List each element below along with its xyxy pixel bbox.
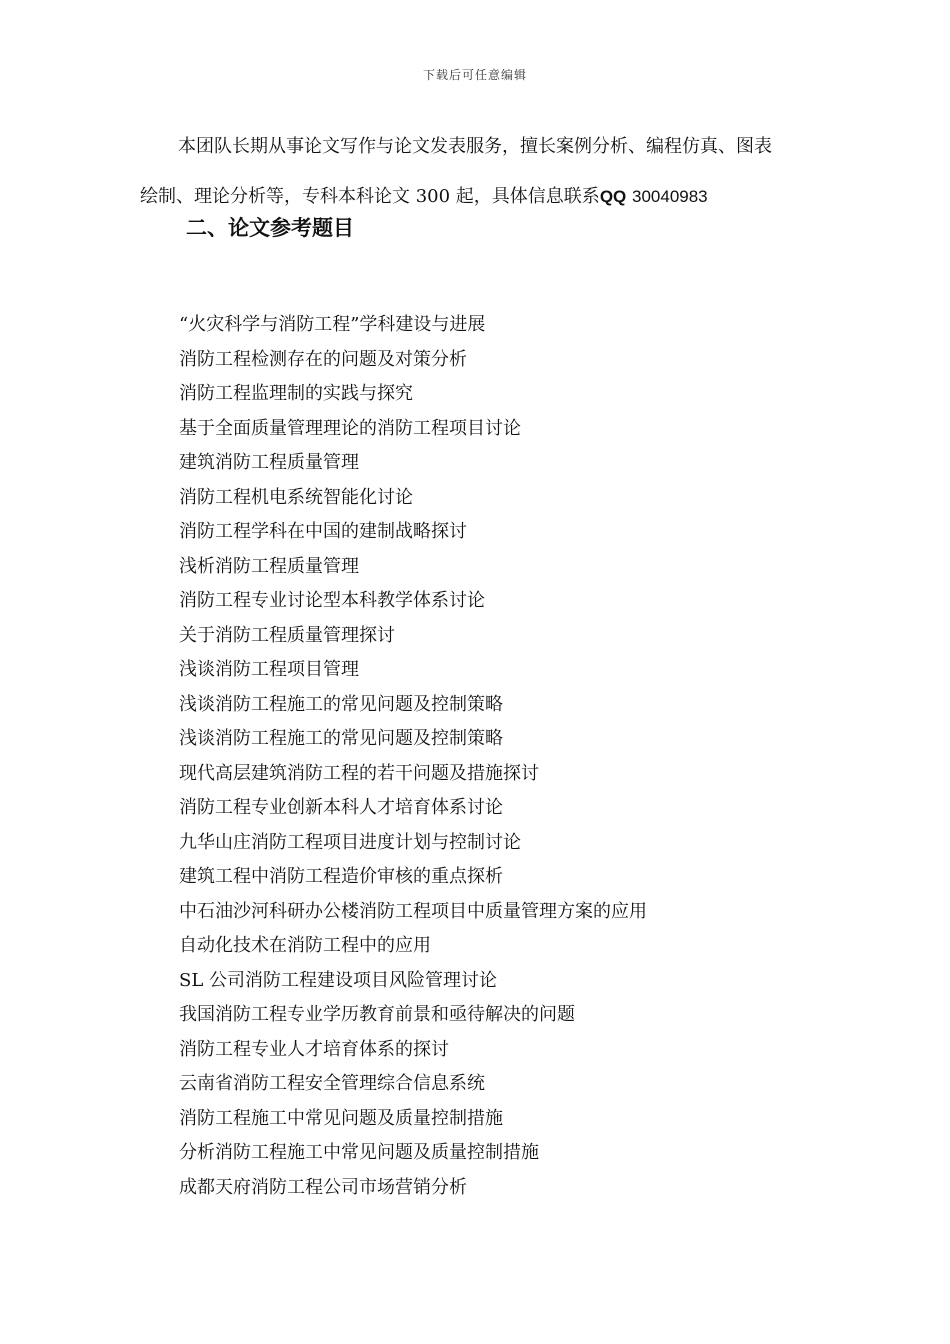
topic-item: 消防工程专业创新本科人才培育体系讨论 — [179, 797, 503, 818]
topic-item: 九华山庄消防工程项目进度计划与控制讨论 — [179, 831, 521, 853]
qq-number: 30040983 — [632, 187, 708, 206]
topic-item: 浅谈消防工程施工的常见问题及控制策略 — [179, 693, 503, 715]
topic-item: 浅谈消防工程项目管理 — [179, 659, 359, 680]
topic-item: 自动化技术在消防工程中的应用 — [179, 935, 431, 956]
topic-item: 浅谈消防工程施工的常见问题及控制策略 — [179, 728, 503, 749]
topic-item: SL 公司消防工程建设项目风险管理讨论 — [179, 969, 498, 991]
topic-item: 浅析消防工程质量管理 — [179, 555, 359, 577]
topic-list — [179, 308, 647, 1205]
topic-item: 消防工程监理制的实践与探究 — [179, 383, 413, 404]
topic-item: 建筑消防工程质量管理 — [179, 452, 359, 473]
topic-item: 中石油沙河科研办公楼消防工程项目中质量管理方案的应用 — [179, 900, 647, 922]
section-title: 二、论文参考题目 — [186, 216, 354, 240]
topic-item: 分析消防工程施工中常见问题及质量控制措施 — [179, 1142, 539, 1163]
topic-item: 云南省消防工程安全管理综合信息系统 — [179, 1073, 485, 1094]
intro-line-1: 本团队长期从事论文写作与论文发表服务，擅长案例分析、编程仿真、图表 — [178, 136, 772, 157]
topic-item: 我国消防工程专业学历教育前景和亟待解决的问题 — [179, 1004, 575, 1025]
topic-item: 消防工程专业讨论型本科教学体系讨论 — [179, 590, 485, 611]
qq-label: QQ — [599, 187, 627, 206]
topic-item: 现代高层建筑消防工程的若干问题及措施探讨 — [179, 762, 539, 784]
topic-item: “火灾科学与消防工程”学科建设与进展 — [179, 314, 486, 335]
topic-item: 消防工程专业人才培育体系的探讨 — [179, 1038, 449, 1060]
page-header: 下载后可任意编辑 — [422, 68, 527, 82]
topic-item: 关于消防工程质量管理探讨 — [179, 624, 395, 646]
topic-item: 消防工程机电系统智能化讨论 — [179, 486, 413, 508]
intro-paragraph — [140, 122, 820, 222]
topic-item: 基于全面质量管理理论的消防工程项目讨论 — [179, 417, 521, 439]
topic-item: 消防工程检测存在的问题及对策分析 — [179, 348, 467, 370]
topic-item: 消防工程施工中常见问题及质量控制措施 — [179, 1107, 503, 1129]
topic-item: 成都天府消防工程公司市场营销分析 — [179, 1176, 467, 1198]
topic-item: 建筑工程中消防工程造价审核的重点探析 — [179, 866, 503, 887]
intro-line-2-text: 绘制、理论分析等，专科本科论文 300 起，具体信息联系 — [140, 186, 600, 207]
topic-item: 消防工程学科在中国的建制战略探讨 — [179, 521, 467, 542]
